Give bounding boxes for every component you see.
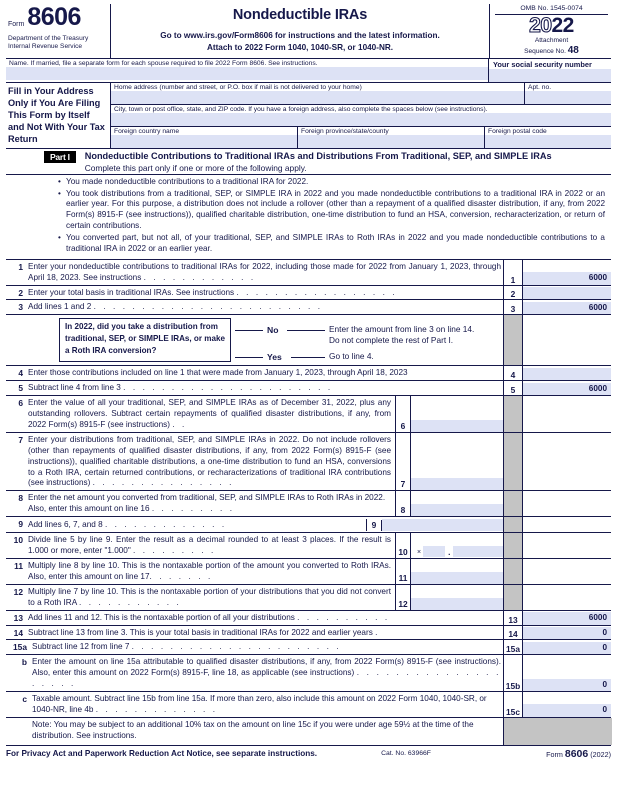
flow-no-label: No [267,325,279,336]
form-number: 8606 [27,3,81,31]
footer-form-word: Form [546,749,563,759]
flow-connector-no-right [287,330,325,331]
line-description-text: Add lines 6, 7, and 8 [28,520,103,530]
line-description [28,491,395,516]
table-row [6,491,611,517]
ssn-caption: Your social security number [493,59,592,69]
line-description-text: Enter your total basis in traditional IRAs. See instructions [28,287,235,297]
line-11-input[interactable] [411,572,503,584]
line-number: 5 [18,383,23,394]
shaded-box [504,315,523,365]
shaded-box [504,559,523,584]
leader-dots: . . . . . . . . . . . . . . . . . . . . . . [123,383,333,393]
line-12-answer-column [395,585,503,610]
flow-yes-answer: Go to line 4. [329,351,374,362]
line-description [28,381,503,395]
line-description [28,433,395,491]
line-number: 4 [18,368,23,379]
line-number: 2 [18,287,23,298]
line-description [32,640,503,654]
decimal-point: . [448,548,451,558]
line-description-text: Enter the value of all your traditional, SEP, and SIMPLE IRAs as of December 31, 2022, plus any outstanding rollovers. Subtract certain repayments of qualified disaster distributions, if any, from 2022 Form(s) 8915-F (see instructions) [28,398,391,429]
catalog-number: Cat. No. 63966F [381,750,431,758]
line-box-number: 15c [504,692,523,717]
line-description-text: Multiply line 7 by line 10. This is the nontaxable portion of your distributions that you did not convert to a Roth IRA [28,586,391,607]
name-cell [6,59,489,82]
distribution-question-box: In 2022, did you take a distribution from traditional, SEP, or SIMPLE IRAs, or make a Roth IRA conversion? [59,318,231,362]
line-1-input[interactable]: 6000 [523,272,611,285]
shaded-box [504,585,523,610]
line-4-input[interactable] [523,368,611,381]
leader-dots: . . [172,419,187,429]
line-answer-column [503,640,611,654]
table-row [6,585,611,611]
form-footer [6,745,611,760]
privacy-notice: For Privacy Act and Paperwork Reduction Act Notice, see separate instructions. [6,749,318,759]
line-number: 14 [13,627,23,638]
multiply-symbol: × [417,549,422,557]
line-15c-input[interactable]: 0 [523,704,611,717]
line-box-number: 3 [504,300,523,314]
table-row [6,626,611,641]
line-description [28,286,503,300]
flow-connector-yes-right [291,357,325,358]
line-answer-column-shaded [503,396,611,432]
line-number: 13 [13,612,23,623]
line-answer-column-shaded [503,517,611,532]
line-answer-column [503,366,611,380]
line-15a-input[interactable]: 0 [523,642,611,655]
name-ssn-row [6,59,611,83]
line-answer-column [503,300,611,314]
line-14-input[interactable]: 0 [523,627,611,640]
flow-no-answer-line-1: Enter the amount from line 3 on line 14. [329,324,475,335]
blank-cell [523,533,611,558]
blank-cell [523,396,611,432]
line-description-text: Subtract line 4 from line 3 [28,383,121,393]
line-15c-note: Note: You may be subject to an additional 10% tax on the amount on line 15c if you were under age 59½ at the time of the distribution. See instructions. [32,719,474,740]
line-number: c [22,694,27,705]
line-number: 12 [13,586,23,597]
line-description [28,533,395,558]
line-number: 9 [18,519,23,530]
flow-connector-yes-left [235,357,263,358]
foreign-postal-input[interactable] [485,135,611,148]
line-description-text: Multiply line 8 by line 10. This is the nontaxable portion of the amount you converted to Roth IRAs. Also, enter this amount on line 17 [28,561,391,581]
line-description [28,396,395,432]
leader-dots: . . . . . . . . . . . . . . . [92,478,234,488]
line-description-text: Subtract line 13 from line 3. This is your total basis in traditional IRAs for 2022 and earlier years [28,627,373,637]
tax-year-suffix: 22 [551,14,574,37]
line-7-input[interactable] [411,478,503,490]
table-row [6,260,611,286]
department-line-1: Department of the Treasury [8,35,89,42]
line-8-input[interactable] [411,504,503,516]
line-answer-column [503,381,611,395]
omb-number: OMB No. 1545-0074 [495,5,608,15]
footer-form-number: 8606 [564,747,589,760]
line-description-text: Divide line 5 by line 9. Enter the result as a decimal rounded to at least 3 places. If the result is 1.000 or more, enter "1.000" [28,535,391,556]
line-description-text: Enter those contributions included on line 1 that were made from January 1, 2023, through April 18, 2023 [28,368,408,378]
shaded-box [504,517,523,532]
city-cell [111,105,611,127]
line-description [28,366,503,380]
line-description [32,692,503,717]
name-input[interactable] [6,67,488,80]
line-9-input[interactable] [382,519,503,531]
line-number: 1 [18,261,23,272]
line-number: 10 [13,535,23,546]
leader-dots: . . . . . . . . . . . . . . . . . . . . [32,668,501,689]
home-address-caption: Home address (number and street, or P.O. box if mail is not delivered to your home) [114,83,362,91]
line-number: 3 [18,302,23,313]
blank-cell [523,433,611,491]
flow-connector-no-left [235,330,263,331]
line-description [32,655,503,691]
name-caption: Name. If married, file a separate form for each spouse required to file 2022 Form 8606. See instructions. [9,59,318,67]
table-row [6,366,611,381]
footer-form-identity [481,748,611,760]
part-1-subheading: Complete this part only if one or more of the following apply. [84,162,307,173]
blank-cell [523,491,611,516]
attachment-label: Attachment [534,37,569,45]
leader-dots: . . . . . . . . . . . . . . . . . . . . . . . . [93,302,323,312]
apt-input[interactable] [525,91,611,104]
table-row [6,655,611,692]
ssn-input[interactable] [489,69,611,82]
line-5-input[interactable]: 6000 [523,383,611,396]
shaded-box [504,718,612,745]
table-row [6,433,611,492]
apt-cell [525,83,611,104]
list-item [58,233,605,254]
city-input[interactable] [111,113,611,126]
tax-year-century: 20 [529,14,552,37]
line-6-input[interactable] [411,420,503,432]
line-box-number: 6 [396,396,411,432]
line-box-number: 9 [367,520,382,531]
line-description [28,585,395,610]
flow-no-answer-line-2: Do not complete the rest of Part I. [329,334,454,345]
line-box-number: 15a [504,640,523,654]
leader-dots: . . . . . . . . . . [297,612,390,622]
bullet-dot-icon: • [58,176,61,186]
foreign-province-cell [298,127,485,148]
line-description-text: Enter your nondeductible contributions to traditional IRAs for 2022, including those made for 2022 from January 1, 2023, through April 18, 2023. See instructions [28,261,501,282]
foreign-postal-cell [485,127,611,148]
table-row [6,559,611,585]
line-answer-column [503,286,611,300]
line-description-text: Taxable amount. Subtract line 15b from line 15a. If more than zero, also include this amount on 2022 Form 1040, 1040-SR, or 1040-NR, line 4b [32,694,487,714]
foreign-province-input[interactable] [298,135,484,148]
leader-dots: . . . . . . . . . . . . . . . . . [236,287,398,297]
leader-dots: . . . . . . . . . . . [78,597,182,607]
line-box-number: 4 [504,366,523,380]
line-answer-column-shaded [503,585,611,610]
part-1-bullet-list [6,175,611,259]
line-description [28,260,503,285]
line-15b-input[interactable]: 0 [523,679,611,692]
table-row-note [6,718,611,745]
shaded-box [504,533,523,558]
line-description [28,517,503,532]
line-answer-column-shaded [503,533,611,558]
address-section [6,83,611,149]
address-fields [111,83,611,148]
foreign-postal-caption: Foreign postal code [488,127,547,135]
department-line-2: Internal Revenue Service [8,43,83,51]
line-answer-column-shaded [503,315,611,365]
bullet-dot-icon: • [58,188,61,198]
ssn-cell [489,59,611,82]
line-11-answer-column [395,559,503,584]
line-description-text: Enter the net amount you converted from traditional, SEP, and SIMPLE IRAs to Roth IRAs in 2022. Also, enter this amount on line 16 [28,493,386,514]
address-section-label: Fill in Your Address Only if You Are Filing This Form by Itself and Not With Your Tax Return [6,83,111,148]
line-10-decimal-input[interactable] [453,546,503,557]
line-box-number: 1 [504,260,523,285]
line-answer-column-shaded [503,491,611,516]
footer-form-year: (2022) [590,749,611,759]
line-box-number: 12 [396,585,411,610]
line-number: 8 [18,493,23,504]
line-box-number: 11 [396,559,411,584]
line-answer-column [503,611,611,625]
line-8-answer-column [395,491,503,516]
table-row [6,517,611,533]
line-number-blank [6,718,32,745]
line-number: b [21,657,27,668]
leader-dots: . . . . . . . . . . . . . . . . . . . . . . [131,642,342,652]
line-3-input[interactable]: 6000 [523,302,611,315]
foreign-country-cell [111,127,298,148]
foreign-country-caption: Foreign country name [114,127,180,135]
flowchart-branches [231,318,503,362]
line-box-number: 14 [504,626,523,640]
line-description-text: Enter the amount on line 15a attributable to qualified disaster distributions, if any, from 2022 Form(s) 8915-F (see instructions). Also, enter this amount on 2022 Form(s) 8915-F, line 18, as applicable (see instructions) [32,657,501,678]
form-title-block [111,4,489,58]
line-box-number: 13 [504,611,523,625]
line-answer-column-shaded [503,433,611,491]
line-box-number: 8 [396,491,411,516]
line-answer-column [503,260,611,285]
page-title: Nondeductible IRAs [232,7,368,23]
blank-cell [523,315,611,365]
line-box-number: 15b [504,655,523,691]
leader-dots: . . . . . . . [149,571,213,581]
table-row [6,381,611,396]
attachment-sequence-label: Sequence No. [524,47,566,55]
bullet-text: You made nondeductible contributions to a traditional IRA for 2022. [66,176,309,186]
foreign-country-input[interactable] [111,135,297,148]
line-box-number: 7 [396,433,411,491]
home-address-cell [111,83,525,104]
form-identity-block [6,4,111,58]
table-row [6,533,611,559]
line-7-answer-column [395,433,503,491]
line-number: 11 [14,561,23,572]
city-caption: City, town or post office, state, and ZIP code. If you have a foreign address, also complete the spaces below (see instructions). [114,105,488,113]
line-answer-column [503,692,611,717]
form-header [6,4,611,59]
part-1-line-items [6,259,611,745]
table-row [6,611,611,626]
flow-no-answer [329,324,504,345]
table-row [6,300,611,315]
table-row [6,286,611,301]
shaded-box [504,396,523,432]
blank-cell [523,517,611,532]
line-description-text: Add lines 1 and 2 [28,302,92,312]
list-item [58,177,605,188]
line-answer-column [503,655,611,691]
line-description-text: Enter your distributions from traditional, SEP, and SIMPLE IRAs in 2022. Do not include rollovers (other than repayments of qualified disaster distributions, if any, from 2022 Form(s) 8915-F (see instructions)), qualified charitable distributions, a one-time distribution to fund an HSA, conversions to a Roth IRA, certain returned contributions, or recharacterizations of traditional IRA contributions (see instructions) [28,434,391,488]
attach-to-line: Attach to 2022 Form 1040, 1040-SR, or 1040-NR. [206,43,394,52]
line-answer-column-shaded [503,559,611,584]
department-block [8,35,108,51]
line-answer-column [503,626,611,640]
line-10-whole-input[interactable] [423,546,445,557]
leader-dots: . . . . . . . . . . . . . [95,704,218,714]
part-1-tag: Part I [44,151,76,163]
line-number: 7 [18,434,23,445]
blank-cell [523,559,611,584]
leader-dots: . . . . . . . . . . . . . [104,520,227,530]
omb-block [489,4,611,58]
goto-instructions-line: Go to www.irs.gov/Form8606 for instructions and the latest information. [160,31,440,40]
leader-dots: . . . . . . . . . [151,504,235,514]
line-description [28,559,395,584]
line-10-answer-column [395,533,503,558]
line-6-answer-column [395,396,503,432]
line-description-text: Add lines 11 and 12. This is the nontaxable portion of all your distributions [28,612,295,622]
leader-dots: . [375,627,380,637]
distribution-question-flowchart [6,315,611,366]
line-description-text: Subtract line 12 from line 7 [32,642,130,652]
bullet-text: You converted part, but not all, of your traditional, SEP, and SIMPLE IRAs to Roth IRAs in 2022 and you made nondeductible contributions to a traditional IRA in 2022 or an earlier year. [66,232,605,253]
line-number: 15a [13,642,27,653]
leader-dots: . . . . . . . . . [133,546,216,556]
tax-year [495,15,608,37]
bullet-dot-icon: • [58,232,61,242]
line-13-input[interactable]: 6000 [523,612,611,625]
line-number: 6 [18,398,23,409]
attachment-sequence [495,37,608,57]
home-address-input[interactable] [111,91,524,104]
part-1-header [6,149,611,174]
line-box-number: 10 [396,533,411,558]
apt-caption: Apt. no. [528,83,552,91]
table-row [6,396,611,433]
attachment-sequence-number: 48 [567,44,579,56]
line-box-number: 5 [504,381,523,395]
list-item [58,189,605,232]
blank-cell [523,585,611,610]
line-2-input[interactable] [523,287,611,300]
table-row [6,640,611,655]
shaded-box [504,491,523,516]
bullet-text: You took distributions from a traditional, SEP, or SIMPLE IRA in 2022 and you made nondeductible contributions to a traditional IRA in 2022 or an earlier year. For this purpose, a distribution does not include a rollover (other than a repayment of a qualified disaster distribution, if any, from 2022 Form(s) 8915-F (see instructions)), qualified charitable distribution, one-time distribution to fund an HSA, conversion, recharacterization, or return of certain contributions. [66,188,605,230]
line-12-input[interactable] [411,598,503,610]
line-description [28,611,503,625]
form-word-label: Form [8,21,25,28]
shaded-box [504,433,523,491]
line-answer-column-shaded [503,718,611,745]
flow-yes-label: Yes [267,352,282,363]
part-1-heading: Nondeductible Contributions to Traditional IRAs and Distributions From Traditional, SEP, and SIMPLE IRAs [84,150,552,161]
line-description [28,626,503,640]
foreign-province-caption: Foreign province/state/county [301,127,389,135]
line-description [28,300,503,314]
leader-dots: . . . . . . . . . . . . [143,272,256,282]
line-box-number: 2 [504,286,523,300]
table-row [6,692,611,718]
